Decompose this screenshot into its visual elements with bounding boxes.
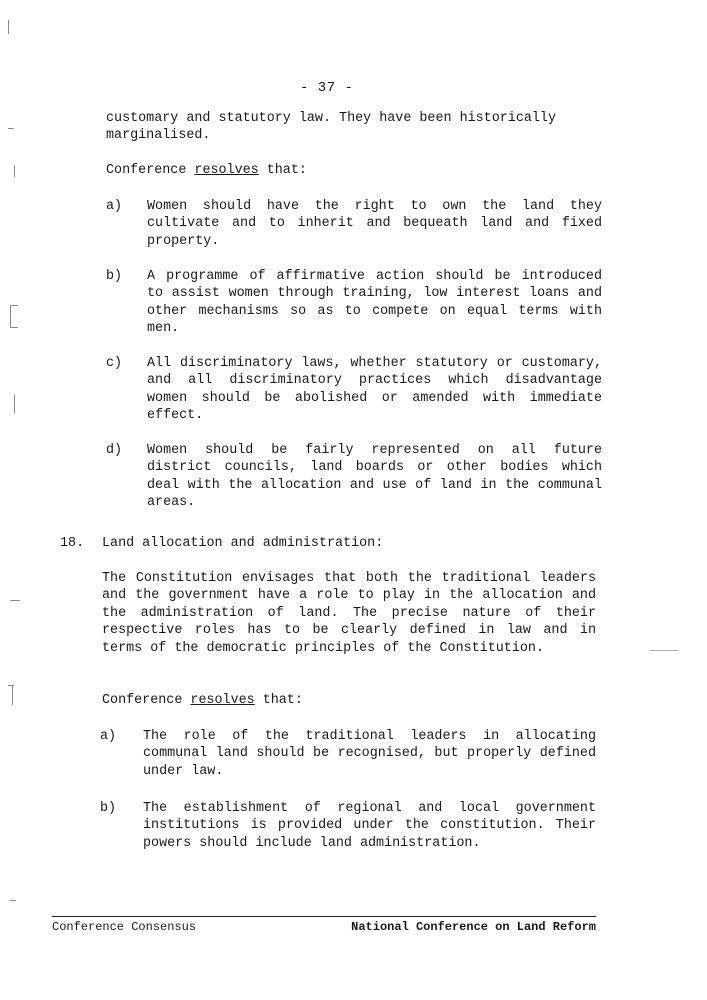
item-label-b: b) bbox=[106, 269, 123, 284]
footer-rule bbox=[52, 916, 596, 917]
scan-mark bbox=[10, 900, 16, 901]
scan-mark bbox=[10, 327, 18, 328]
footer-left: Conference Consensus bbox=[52, 920, 197, 934]
item-label-c: c) bbox=[106, 356, 123, 371]
item-label-a: a) bbox=[106, 199, 123, 214]
resolves-prefix: Conference bbox=[106, 163, 195, 178]
scan-mark bbox=[10, 600, 20, 601]
intro-line-2: marginalised. bbox=[106, 128, 211, 143]
section-paragraph: The Constitution envisages that both the traditional leaders and the government have a role to play in the allocation and the administration of land. The precise nature of their respective roles has to be clearly defined in law and in terms of the democratic principles of the Constitution. bbox=[102, 571, 596, 656]
footer-right: National Conference on Land Reform bbox=[351, 920, 596, 934]
resolves-suffix: that: bbox=[258, 163, 307, 178]
scan-mark bbox=[10, 305, 11, 327]
scan-mark bbox=[14, 165, 15, 177]
scan-mark bbox=[8, 20, 9, 34]
resolves-suffix: that: bbox=[254, 693, 303, 708]
scan-mark bbox=[8, 685, 14, 686]
scan-mark bbox=[650, 650, 678, 651]
item-text-d: Women should be fairly represented on all future district councils, land boards or other bodies which deal with the allocation and use of land in the communal areas. bbox=[147, 443, 602, 511]
item-label-b-2: b) bbox=[100, 801, 117, 816]
intro-line-1: customary and statutory law. They have been historically bbox=[106, 111, 556, 126]
resolves-keyword: resolves bbox=[194, 163, 259, 178]
scan-mark bbox=[14, 395, 15, 413]
section-title: Land allocation and administration: bbox=[102, 536, 384, 551]
resolves-line-1 bbox=[106, 162, 307, 179]
resolves-line-2 bbox=[102, 692, 303, 709]
page-number: - 37 - bbox=[300, 80, 354, 96]
resolves-prefix: Conference bbox=[102, 693, 191, 708]
item-text-b-2: The establishment of regional and local government institutions is provided under the constitution. Their powers should include land administration. bbox=[143, 801, 596, 851]
resolves-keyword: resolves bbox=[190, 693, 255, 708]
scan-mark bbox=[10, 305, 18, 306]
section-number: 18. bbox=[60, 536, 85, 551]
item-text-a-2: The role of the traditional leaders in allocating communal land should be recognised, but properly defined under law. bbox=[143, 729, 596, 779]
item-label-a-2: a) bbox=[100, 729, 117, 744]
item-text-a: Women should have the right to own the land they cultivate and to inherit and bequeath land and fixed property. bbox=[147, 199, 602, 249]
item-text-b: A programme of affirmative action should be introduced to assist women through training, low interest loans and other mechanisms so as to compete on equal terms with men. bbox=[147, 269, 602, 337]
item-text-c: All discriminatory laws, whether statutory or customary, and all discriminatory practices which disadvantage women should be abolished or amended with immediate effect. bbox=[147, 356, 602, 424]
item-label-d: d) bbox=[106, 443, 123, 458]
scan-mark bbox=[8, 128, 14, 129]
scan-mark bbox=[12, 685, 13, 705]
